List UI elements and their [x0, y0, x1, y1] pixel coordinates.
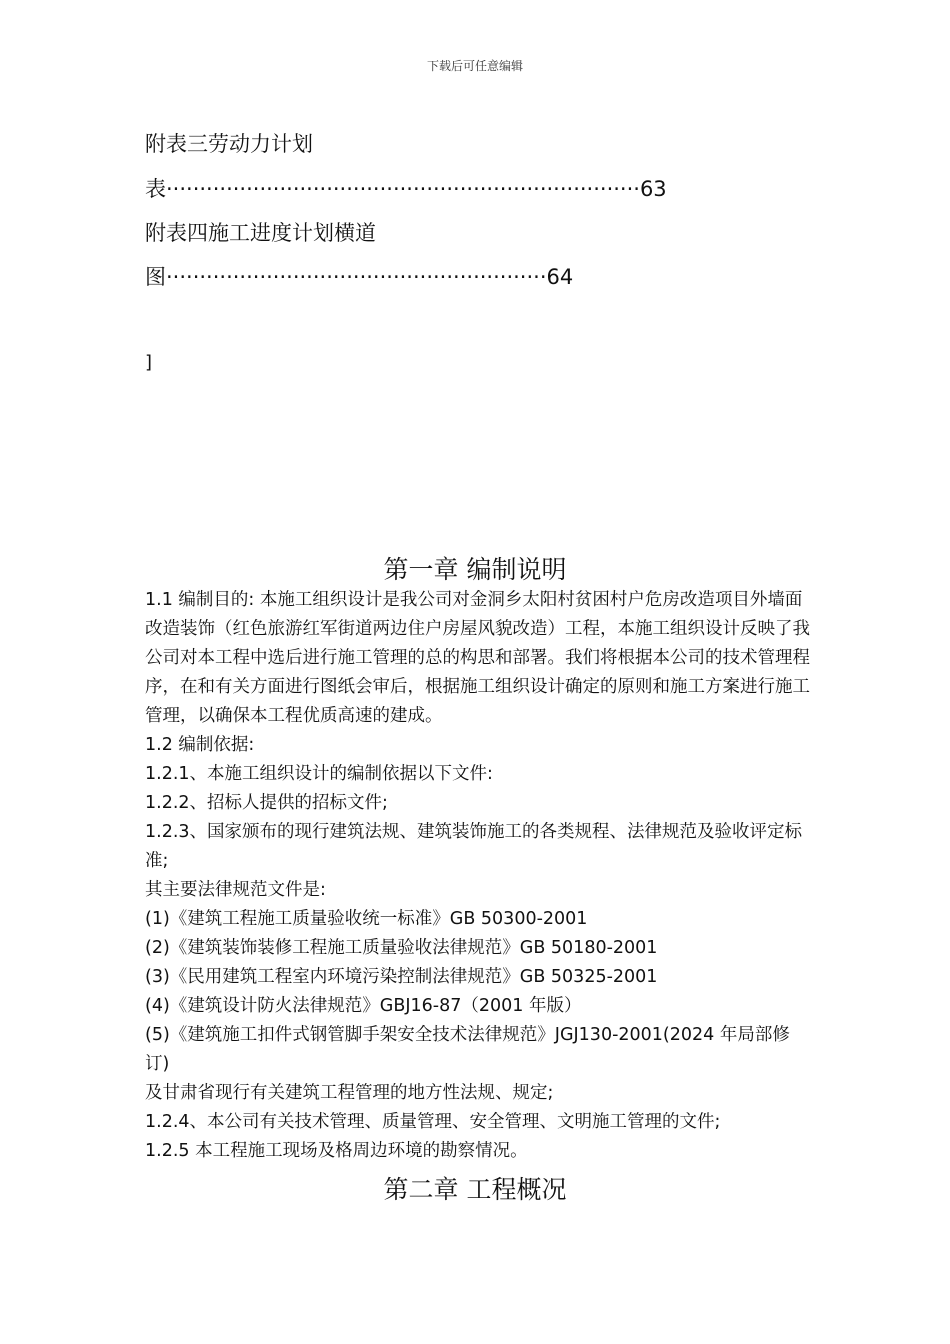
paragraph-basis-2: 1.2.2、招标人提供的招标文件; — [145, 793, 388, 813]
toc-entry-1-title: 附表三劳动力计划 — [145, 132, 313, 156]
spec-item-5: (5)《建筑施工扣件式钢管脚手架安全技术法律规范》JGJ130-2001(2024 年局部修订) — [145, 1025, 790, 1074]
paragraph-main-specs: 其主要法律规范文件是: — [145, 880, 326, 900]
paragraph-local-regulations: 及甘肃省现行有关建筑工程管理的地方性法规、规定; — [145, 1083, 554, 1103]
stray-bracket: ] — [145, 352, 153, 373]
page-header: 下载后可任意编辑 — [426, 59, 523, 73]
paragraph-basis-3: 1.2.3、国家颁布的现行建筑法规、建筑装饰施工的各类规程、法律规范及验收评定标准; — [145, 822, 803, 871]
spec-item-3: (3)《民用建筑工程室内环境污染控制法律规范》GB 50325-2001 — [145, 967, 658, 987]
toc-entry-2-page: 图·························································64 — [145, 265, 574, 289]
spec-item-4: (4)《建筑设计防火法律规范》GBJ16-87（2001 年版） — [145, 996, 582, 1016]
chapter-1-body — [145, 586, 810, 1166]
chapter-1-title: 第一章 编制说明 — [383, 555, 567, 584]
paragraph-basis-1: 1.2.1、本施工组织设计的编制依据以下文件: — [145, 764, 493, 784]
chapter-2-title: 第二章 工程概况 — [383, 1175, 567, 1204]
paragraph-basis-heading: 1.2 编制依据: — [145, 735, 255, 755]
spec-item-2: (2)《建筑装饰装修工程施工质量验收法律规范》GB 50180-2001 — [145, 938, 658, 958]
toc-entry-1-page: 表·······································································63 — [145, 177, 667, 201]
paragraph-basis-5: 1.2.5 本工程施工现场及格周边环境的勘察情况。 — [145, 1141, 528, 1161]
spec-item-1: (1)《建筑工程施工质量验收统一标准》GB 50300-2001 — [145, 909, 588, 929]
toc-entry-2-title: 附表四施工进度计划横道 — [145, 221, 376, 245]
paragraph-basis-4: 1.2.4、本公司有关技术管理、质量管理、安全管理、文明施工管理的文件; — [145, 1112, 721, 1132]
paragraph-purpose: 1.1 编制目的: 本施工组织设计是我公司对金洞乡太阳村贫困村户危房改造项目外墙面改造装饰（红色旅游红军街道两边住户房屋风貌改造）工程，本施工组织设计反映了我公司对本工程中选后进行施工管理的总的构思和部署。我们将根据本公司的技术管理程序，在和有关方面进行图纸会审后，根据施工组织设计确定的原则和施工方案进行施工管理，以确保本工程优质高速的建成。 — [145, 590, 810, 726]
